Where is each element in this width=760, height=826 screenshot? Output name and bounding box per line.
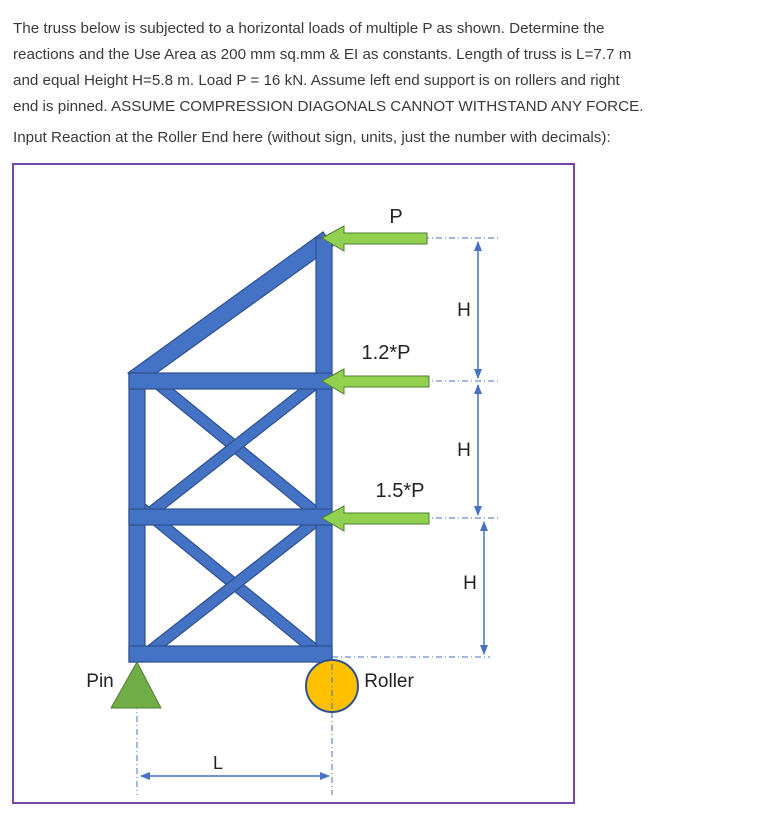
problem-line-3: and equal Height H=5.8 m. Load P = 16 kN. Assume left end support is on rollers and right	[13, 72, 620, 89]
right-vertical-member	[316, 238, 332, 662]
pin-support	[111, 662, 161, 708]
load-arrow-top	[322, 226, 427, 251]
dim-label-h3: H	[463, 573, 477, 594]
problem-line-1: The truss below is subjected to a horizontal loads of multiple P as shown. Determine the	[13, 20, 605, 37]
problem-line-4: end is pinned. ASSUME COMPRESSION DIAGONALS CANNOT WITHSTAND ANY FORCE.	[13, 98, 644, 115]
horizontal-member-middle	[129, 509, 332, 525]
inclined-top-member	[128, 232, 333, 387]
load-label-1-2p: 1.2*P	[361, 342, 411, 364]
load-label-1-5p: 1.5*P	[375, 480, 425, 502]
horizontal-member-upper	[129, 373, 332, 389]
dim-label-h1: H	[457, 300, 471, 321]
dim-label-l: L	[212, 753, 224, 773]
truss-members	[128, 232, 333, 662]
dim-label-h2: H	[457, 440, 471, 461]
support-label-pin: Pin	[86, 671, 114, 692]
height-dimensions	[478, 242, 484, 654]
question-prompt: Input Reaction at the Roller End here (without sign, units, just the number with decimals):	[13, 129, 611, 146]
load-label-p: P	[389, 206, 403, 228]
load-arrow-low	[322, 506, 429, 531]
load-arrow-mid	[322, 369, 429, 394]
horizontal-member-bottom	[129, 646, 332, 662]
problem-line-2: reactions and the Use Area as 200 mm sq.mm & EI as constants. Length of truss is L=7.7 m	[13, 46, 632, 63]
support-label-roller: Roller	[364, 671, 414, 692]
